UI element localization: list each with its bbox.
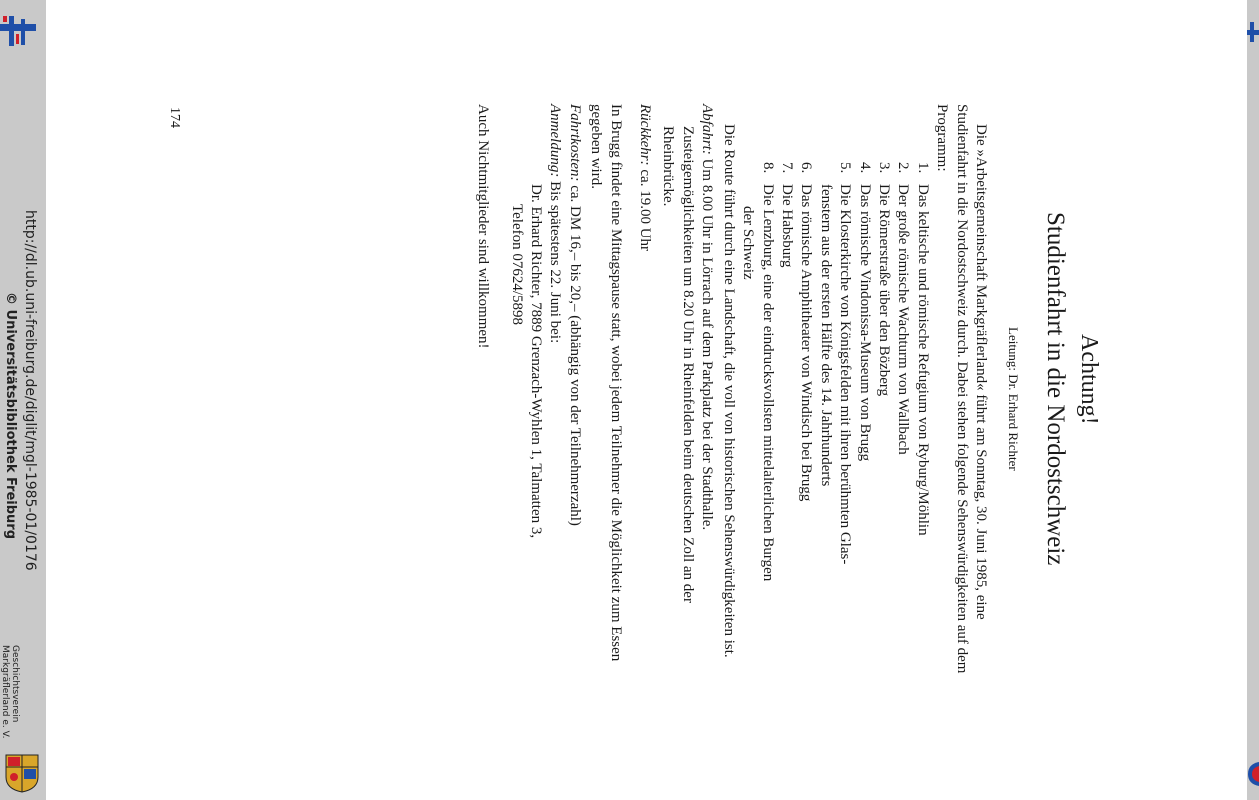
page-number: 174 <box>167 107 182 128</box>
closing-line: Auch Nichtmitglieder sind willkommen! <box>475 104 492 349</box>
copyright-notice: © Universitätsbibliothek Freiburg <box>3 292 18 540</box>
society-name-line1: Geschichtsverein <box>10 645 20 723</box>
signup-address: Dr. Erhard Richter, 7889 Grenzach-Wyhlen 1, Talmatten 3, <box>528 184 545 539</box>
signup-phone: Telefon 07624/5898 <box>508 204 525 326</box>
list-item: 2. Der große römische Wachturm von Wallbach <box>895 162 912 455</box>
signup-text: Bis spätestens 22. Juni bei: <box>547 181 564 344</box>
signup-paragraph <box>545 104 564 684</box>
cost-text: ca. DM 16,– bis 20,– (abhängig von der Teilnehmerzahl) <box>566 185 583 526</box>
intro-paragraph: Die »Arbeitsgemeinschaft Markgräflerland« führt am Sonntag, 30. Juni 1985, eine Studienfahrt in die Nordostschweiz durch. Dabei stehen folgende Sehenswürdigkeiten auf dem Programm: <box>934 104 989 674</box>
list-item-continuation: der Schweiz <box>740 206 757 280</box>
list-item: 5. Die Klosterkirche von Königsfelden mit ihren berühmten Glas- <box>837 162 854 565</box>
document-title: Studienfahrt in die Nordostschweiz <box>1042 212 1069 566</box>
right-sidebar <box>1247 0 1259 800</box>
list-item: 1. Das keltische und römische Refugium von Ryburg/Möhlin <box>914 162 931 536</box>
list-item: 3. Die Römerstraße über den Bözberg <box>875 162 892 397</box>
list-item: 8. Die Lenzburg, eine der eindrucksvollsten mittelalterlichen Burgen <box>759 162 776 582</box>
departure-text: Um 8.00 Uhr in Lörrach auf dem Parkplatz bei der Stadthalle. <box>699 158 716 531</box>
list-item: 7. Die Habsburg <box>778 162 795 268</box>
departure-paragraph-2: Zusteigemöglichkeiten um 8.20 Uhr in Rheinfelden beim deutschen Zoll an der Rheinbrücke. <box>660 126 696 603</box>
departure-paragraph <box>697 104 716 684</box>
society-name-line2: Markgräflerland e. V. <box>0 645 10 739</box>
society-crest-icon <box>4 753 40 793</box>
return-label: Rückkehr: <box>637 104 654 166</box>
signup-label: Anmeldung: <box>547 104 564 178</box>
list-item-continuation: fenstern aus der ersten Hälfte des 14. Jahrhunderts <box>817 184 834 487</box>
list-item: 4. Das römische Vindonissa-Museum von Brugg <box>856 162 873 462</box>
right-navigation-icon[interactable] <box>1247 22 1259 42</box>
source-url[interactable]: http://dl.ub.uni-freiburg.de/diglit/mgl-1985-01/0176 <box>22 210 38 571</box>
right-crest-icon <box>1248 760 1259 788</box>
lunch-paragraph: In Brugg findet eine Mittagspause statt, wobei jedem Teilnehmer die Möglichkeit zum Essen gegeben wird. <box>588 104 624 662</box>
document-page <box>473 104 1102 684</box>
return-paragraph <box>635 104 654 684</box>
route-paragraph: Die Route führt durch eine Landschaft, die voll von historischen Sehenswürdigkeiten ist. <box>720 124 737 658</box>
list-item: 6. Das römische Amphitheater von Windisch bei Brugg <box>798 162 815 502</box>
return-text: ca. 19.00 Uhr <box>637 169 654 252</box>
navigation-toggle-icon[interactable] <box>0 14 40 50</box>
cost-paragraph <box>564 104 583 684</box>
document-heading: Achtung! <box>1076 334 1102 425</box>
document-subtitle: Leitung: Dr. Erhard Richter <box>1006 327 1021 471</box>
cost-label: Fahrtkosten: <box>566 104 583 182</box>
departure-label: Abfahrt: <box>699 104 716 155</box>
program-list <box>738 104 932 684</box>
